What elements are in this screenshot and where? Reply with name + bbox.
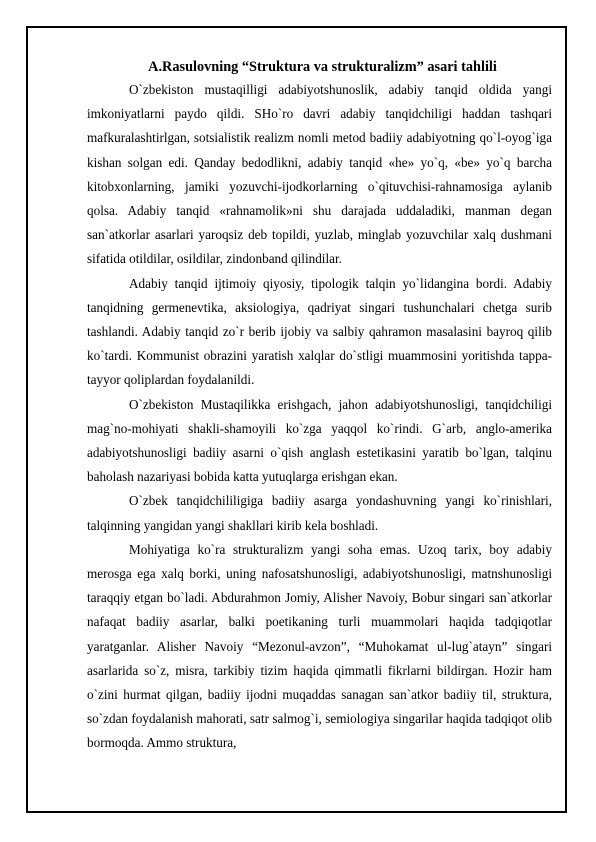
document-body <box>87 55 552 756</box>
paragraph-2: Adabiy tanqid ijtimoiy qiyosiy, tipologik talqin yo`lidangina bordi. Adabiy tanqidning germenevtika, aksiologiya, qadriyat singari tushunchalari chetga surib tashlandi. Adabiy tanqid zo`r berib ijobiy va salbiy qahramon masalasini bayroq qilib ko`tardi. Kommunist obrazini yaratish xalqlar do`stligi muammosini yoritishda tappa-tayyor qoliplardan foydalanildi. <box>87 275 552 388</box>
paragraph-3: O`zbekiston Mustaqilikka erishgach, jahon adabiyotshunosligi, tanqidchiligi mag`no-mohiyati shakli-shamoyili ko`zga yaqqol ko`rindi. G`arb, anglo-amerika adabiyotshunosligi badiiy asarni o`qish anglash estetikasini yaratib bo`lgan, talqinu baholash nazariyasi bobida katta yutuqlarga erishgan ekan. <box>87 396 552 485</box>
paragraph-1: O`zbekiston mustaqilligi adabiyotshunoslik, adabiy tanqid oldida yangi imkoniyatlarni paydo qildi. SHo`ro davri adabiy tanqidchiligi haddan tashqari mafkuralashtirlgan, sotsialistik realizm nomli metod badiiy adabiyotning qo`l-oyog`iga kishan solgan edi. Qanday bedodlikni, adabiy tanqid «he» yo`q, «be» yo`q barcha kitobxonlarning, jamiki yozuvchi-ijodkorlarning o`qituvchisi-rahnamosiga aylanib qolsa. Adabiy tanqid «rahnamolik»ni shu darajada uddaladiki, manman degan san`atkorlar asarlari yaroqsiz deb topildi, yuzlab, minglab yozuvchilar xalq dushmani sifatida otildilar, osildilar, zindonband qilindilar. <box>87 82 552 267</box>
paragraph-4: O`zbek tanqidchililigiga badiiy asarga yondashuvning yangi ko`rinishlari, talqinning yangidan yangi shakllari kirib kela boshladi. <box>87 493 552 533</box>
paragraph-5: Mohiyatiga ko`ra strukturalizm yangi soha emas. Uzoq tarix, boy adabiy merosga ega xalq borki, uning nafosatshunosligi, adabiyotshunosligi, matnshunosligi taraqqiy etgan bo`ladi. Abdurahmon Jomiy, Alisher Navoiy, Bobur singari san`atkorlar nafaqat badiiy asarlar, balki poetikaning turli muammolari haqida tadqiqotlar yaratganlar. Alisher Navoiy “Mezonul-avzon”, “Muhokamat ul-lug`atayn” singari asarlarida so`z, misra, tarkibiy tizim haqida qimmatli fikrlarni bildirgan. Hozir ham o`zini hurmat qilgan, badiiy ijodni muqaddas sanagan san`atkor badiiy til, struktura, so`zdan foydalanish mahorati, satr salmog`i, semiologiya singarilar haqida tadqiqot olib bormoqda. Ammo struktura, <box>87 541 552 751</box>
document-title: A.Rasulovning “Struktura va strukturalizm” asari tahlili <box>148 59 497 75</box>
